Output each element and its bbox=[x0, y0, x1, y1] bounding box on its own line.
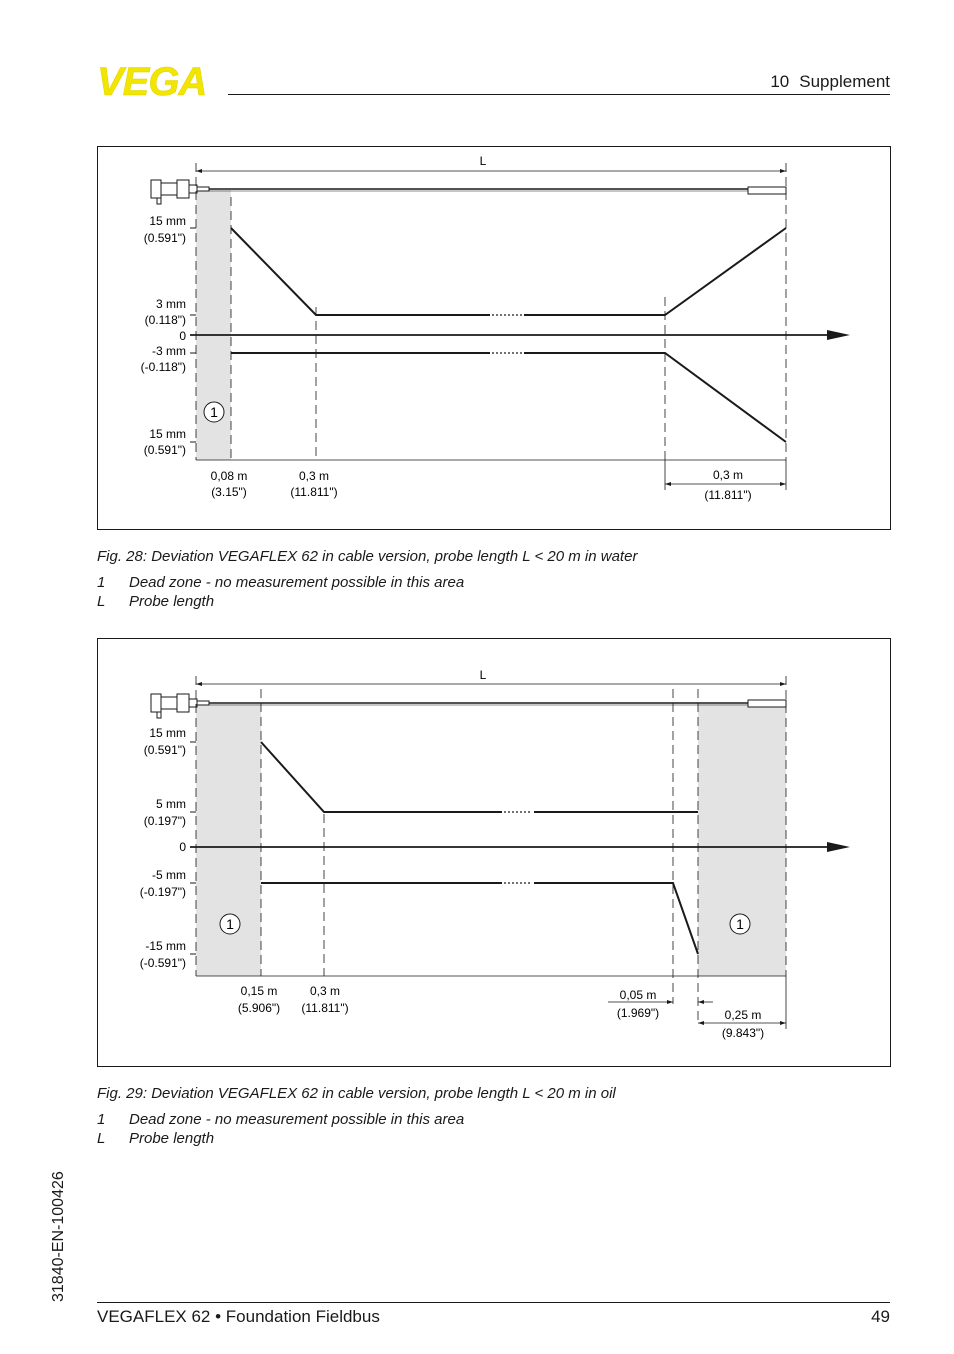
axis-arrow-icon bbox=[827, 330, 850, 340]
x-label-imperial: (11.811") bbox=[301, 1001, 349, 1015]
x-label: 0,15 m bbox=[240, 984, 278, 998]
y-label-imperial: (0.591") bbox=[143, 743, 186, 757]
y-label: 5 mm bbox=[156, 797, 186, 811]
arrow-left-icon bbox=[196, 682, 202, 686]
page-number: 49 bbox=[871, 1307, 890, 1326]
figure-29-caption: Fig. 29: Deviation VEGAFLEX 62 in cable version, probe length L < 20 m in oil bbox=[97, 1085, 616, 1102]
legend-text: Dead zone - no measurement possible in this area bbox=[129, 1111, 465, 1128]
legend-row bbox=[97, 1111, 464, 1128]
arrow-right-icon bbox=[780, 682, 786, 686]
y-label-imperial: (-0.118") bbox=[140, 360, 186, 374]
footer-product: VEGAFLEX 62 • Foundation Fieldbus bbox=[97, 1307, 380, 1326]
deviation-upper bbox=[231, 228, 490, 315]
section-number: 10 bbox=[770, 72, 790, 91]
x-label-imperial: (9.843") bbox=[721, 1026, 765, 1040]
y-label: -15 mm bbox=[145, 939, 186, 953]
x-label-imperial: (3.15") bbox=[211, 485, 247, 499]
y-label-imperial: (0.591") bbox=[143, 443, 186, 457]
deviation-upper bbox=[261, 742, 502, 812]
length-label: L bbox=[479, 668, 487, 682]
legend-row bbox=[97, 574, 464, 591]
zone-marker-left: 1 bbox=[226, 916, 234, 932]
legend-key: 1 bbox=[97, 574, 106, 591]
y-label: -5 mm bbox=[152, 868, 186, 882]
x-label-imperial: (11.811") bbox=[704, 488, 752, 502]
x-label-imperial: (11.811") bbox=[290, 485, 338, 499]
probe-weight-icon bbox=[748, 700, 786, 707]
zone-marker: 1 bbox=[210, 404, 218, 420]
section-name: Supplement bbox=[799, 72, 890, 91]
y-label: -3 mm bbox=[152, 344, 186, 358]
probe-weight-icon bbox=[748, 187, 786, 194]
document-id: 31840-EN-100426 bbox=[50, 1171, 67, 1302]
legend-row bbox=[97, 1130, 214, 1147]
dead-zone-left bbox=[196, 704, 261, 976]
legend-key: L bbox=[97, 1130, 106, 1147]
figure-29 bbox=[97, 638, 891, 1067]
y-label-imperial: (0.197") bbox=[143, 814, 186, 828]
legend-text: Probe length bbox=[129, 593, 215, 610]
legend-key: 1 bbox=[97, 1111, 106, 1128]
dead-zone-right bbox=[698, 704, 786, 976]
y-label: 0 bbox=[179, 329, 186, 343]
axis-arrow-icon bbox=[827, 842, 850, 852]
y-label-imperial: (0.118") bbox=[144, 313, 186, 327]
svg-text:VEGA: VEGA bbox=[97, 64, 207, 98]
legend-text: Probe length bbox=[129, 1130, 215, 1147]
y-label: 15 mm bbox=[149, 427, 186, 441]
vega-logo bbox=[97, 64, 221, 98]
length-label: L bbox=[479, 154, 487, 168]
legend-key: L bbox=[97, 593, 106, 610]
header-rule bbox=[228, 94, 890, 95]
y-label: 0 bbox=[179, 840, 186, 854]
x-label-imperial: (5.906") bbox=[237, 1001, 281, 1015]
section-title bbox=[770, 72, 890, 92]
legend-row bbox=[97, 593, 214, 610]
figure-28 bbox=[97, 146, 891, 530]
x-label-imperial: (1.969") bbox=[616, 1006, 660, 1020]
x-label: 0,3 m bbox=[298, 469, 330, 483]
figure-28-diagram bbox=[98, 147, 890, 529]
x-label: 0,3 m bbox=[712, 468, 744, 482]
footer-rule bbox=[97, 1302, 890, 1303]
arrow-right-icon bbox=[780, 169, 786, 173]
figure-28-caption: Fig. 28: Deviation VEGAFLEX 62 in cable version, probe length L < 20 m in water bbox=[97, 548, 638, 565]
figure-29-diagram bbox=[98, 639, 890, 1066]
x-label: 0,08 m bbox=[210, 469, 248, 483]
y-label: 3 mm bbox=[156, 297, 186, 311]
y-label-imperial: (-0.197") bbox=[139, 885, 186, 899]
x-label: 0,3 m bbox=[309, 984, 341, 998]
zone-marker-right: 1 bbox=[736, 916, 744, 932]
x-label: 0,05 m bbox=[619, 988, 657, 1002]
x-label: 0,25 m bbox=[724, 1008, 762, 1022]
y-label-imperial: (-0.591") bbox=[139, 956, 186, 970]
arrow-left-icon bbox=[196, 169, 202, 173]
legend-text: Dead zone - no measurement possible in this area bbox=[129, 574, 465, 591]
y-label: 15 mm bbox=[149, 214, 186, 228]
y-label: 15 mm bbox=[149, 726, 186, 740]
y-label-imperial: (0.591") bbox=[143, 231, 186, 245]
